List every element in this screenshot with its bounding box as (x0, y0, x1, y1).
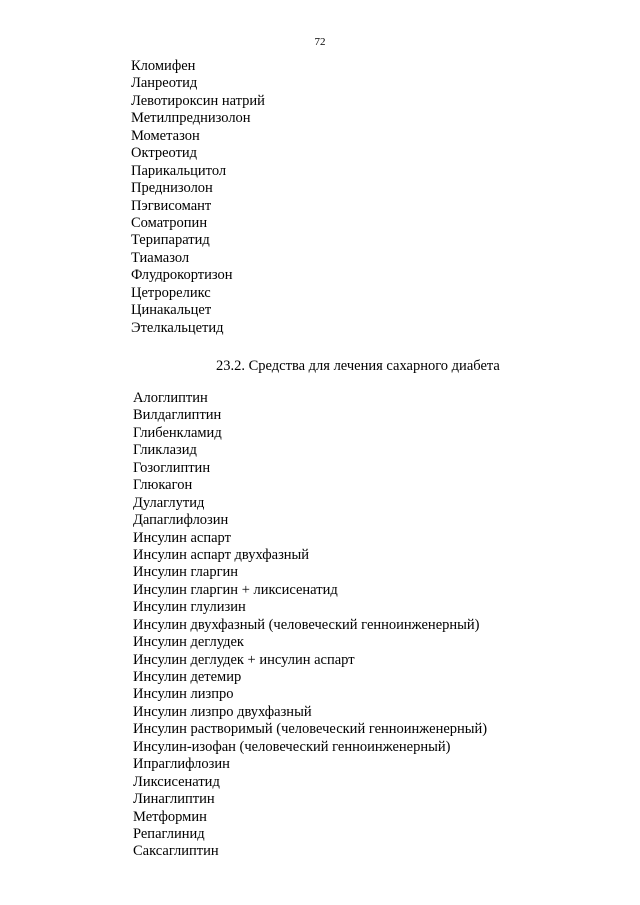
list-item: Метформин (133, 808, 207, 825)
list-item: Цетрореликс (131, 284, 211, 301)
list-item: Инсулин аспарт (133, 529, 231, 546)
list-item: Инсулин гларгин + ликсисенатид (133, 581, 338, 598)
list-item: Гозоглиптин (133, 459, 211, 476)
list-item: Инсулин растворимый (человеческий генноинженерный) (133, 721, 488, 738)
list-item: Инсулин деглудек + инсулин аспарт (133, 651, 355, 668)
list-item: Пэгвисомант (131, 197, 212, 214)
list-item: Метилпреднизолон (131, 110, 251, 127)
list-item: Преднизолон (131, 180, 213, 197)
list-item: Флудрокортизон (131, 267, 233, 284)
list-item: Левотироксин натрий (131, 92, 265, 109)
list-item: Тиамазол (131, 249, 190, 266)
list-item: Инсулин-изофан (человеческий генноинженерный) (133, 738, 451, 755)
list-item: Линаглиптин (133, 791, 215, 808)
list-item: Глибенкламид (133, 424, 222, 441)
list-item: Саксаглиптин (133, 843, 219, 860)
list-item: Инсулин лизпро двухфазный (133, 703, 312, 720)
list-item: Инсулин лизпро (133, 686, 234, 703)
drug-list-diabetes (133, 390, 487, 861)
list-item: Репаглинид (133, 825, 205, 842)
list-item: Цинакальцет (131, 302, 212, 319)
list-item: Гликлазид (133, 442, 197, 459)
list-item: Дапаглифлозин (133, 512, 229, 529)
list-item: Парикальцитол (131, 162, 227, 179)
section-heading: 23.2. Средства для лечения сахарного диабета (216, 358, 500, 374)
list-item: Инсулин гларгин (133, 564, 239, 581)
list-item: Дулаглутид (133, 494, 205, 511)
list-item: Инсулин двухфазный (человеческий генноинженерный) (133, 616, 480, 633)
list-item: Ликсисенатид (133, 773, 220, 790)
list-item: Инсулин глулизин (133, 599, 246, 616)
list-item: Этелкальцетид (131, 319, 224, 336)
page-number: 72 (314, 36, 326, 48)
list-item: Алоглиптин (133, 390, 208, 406)
list-item: Октреотид (131, 145, 198, 162)
list-item: Терипаратид (131, 232, 210, 249)
list-item: Инсулин деглудек (133, 634, 244, 651)
list-item: Ланреотид (131, 75, 198, 92)
list-item: Инсулин аспарт двухфазный (133, 546, 310, 563)
list-item: Глюкагон (133, 477, 193, 494)
list-item: Кломифен (131, 58, 196, 74)
list-item: Соматропин (131, 214, 208, 231)
list-item: Вилдаглиптин (133, 407, 222, 424)
list-item: Ипраглифлозин (133, 756, 230, 773)
list-item: Мометазон (131, 127, 200, 144)
drug-list-hormones (131, 58, 265, 337)
list-item: Инсулин детемир (133, 669, 242, 685)
